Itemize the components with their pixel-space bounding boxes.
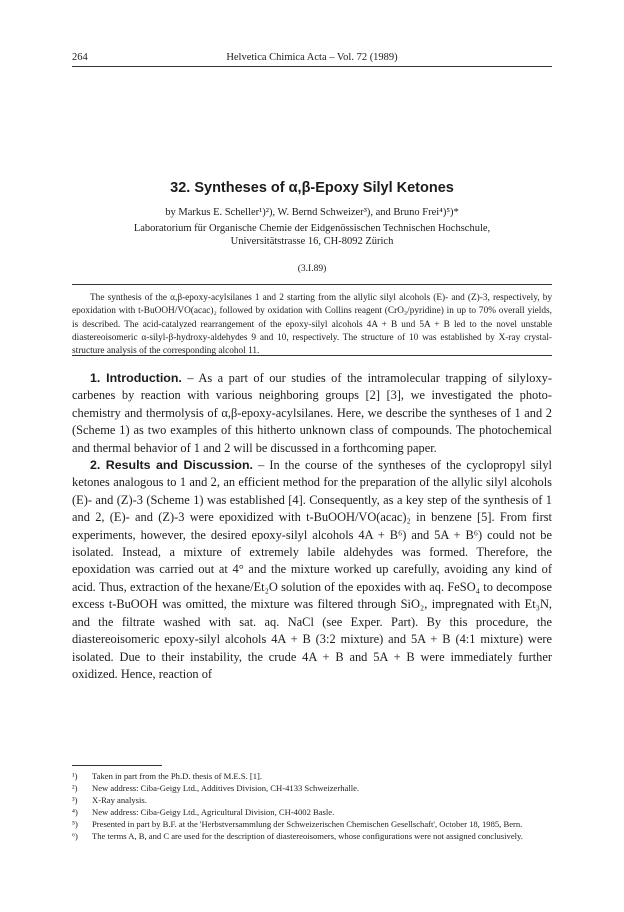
received-date: (3.I.89): [297, 264, 327, 274]
article-title: 32. Syntheses of α,β-Epoxy Silyl Ketones: [170, 180, 454, 196]
abstract: The synthesis of the α,β-epoxy-acylsilanes 1 and 2 starting from the allylic silyl alcohols (E)- and (Z)-3, respectively, by epoxidation with t-BuOOH/VO(acac)₂ followed by oxidation with Collins reagent (CrO₃/pyridine) in up to 70% overall yields, is described. The acid-catalyzed rearrangement of the epoxy-silyl alcohols 4A + B und 5A + B led to the novel unstable diastereoisomeric α-silyl-β-hydroxy-aldehydes 9 and 10, respectively. The structure of 10 was established by X-ray crystal-structure analysis of the corresponding alcohol 11.: [72, 293, 552, 357]
footnotes: [72, 770, 552, 842]
footnote-text: X-Ray analysis.: [92, 795, 147, 805]
section-heading-introduction: 1. Introduction.: [90, 371, 182, 385]
section-results-text: – In the course of the syntheses of the cyclopropyl silyl ketones analogous to 1 and 2, an efficient method for the preparation of the allylic silyl alcohols (E)- and (Z)-3 (Scheme 1) was established [4]. Consequently, as a key step of the synthesis of 1 and 2, (E)- and (Z)-3 were epoxidized with t-BuOOH/VO(acac)₂ in benzene [5]. From first experiments, however, the desired epoxy-silyl alcohols 4A + B⁶) and 5A + B⁶) could not be isolated. Instead, a mixture of extremely labile aldehydes was formed. Therefore, the epoxidation was carried out at 4° and the mixture worked up carefully, avoiding any kind of acid. Thus, extraction of the hexane/Et₂O solution of the epoxides with aq. FeSO₄ to decompose excess t-BuOOH was omitted, the mixture was filtered through SiO₂, impregnated with Et₃N, and the filtrate washed with sat. aq. NaCl (see Exper. Part). By this procedure, the diastereoisomeric epoxy-silyl alcohols 4A + B (3:2 mixture) and 5A + B (4:1 mixture) were isolated. Due to their instability, the crude 4A + B and 5A + B were immediately further oxidized. Hence, reaction of: [72, 458, 552, 681]
footnote-mark: ²): [72, 783, 78, 793]
body-text: [72, 370, 552, 683]
section-introduction-text: – As a part of our studies of the intramolecular trapping of silyloxy-carbenes by reaction with various neighboring groups [2] [3], we investigated the photo-chemistry and thermolysis of α,β-epoxy-acylsilanes. Here, we describe the syntheses of 1 and 2 (Scheme 1) as two examples of this hitherto unknown class of compounds. The photochemical and thermal behavior of 1 and 2 will be discussed in a forthcoming paper.: [72, 371, 553, 455]
affiliation: [72, 222, 552, 248]
footnote-text: New address: Ciba-Geigy Ltd., Additives Division, CH-4133 Schweizerhalle.: [92, 783, 360, 793]
running-header: [72, 50, 552, 67]
footnote-text: Presented in part by B.F. at the 'Herbstversammlung der Schweizerischen Chemischen Gesellschaft', October 18, 1985, Bern.: [92, 819, 523, 829]
footnote: [72, 794, 552, 806]
footnote-text: New address: Ciba-Geigy Ltd., Agricultural Division, CH-4002 Basle.: [92, 807, 335, 817]
section-introduction: [72, 370, 552, 457]
page-number: 264: [72, 52, 88, 63]
authors: by Markus E. Scheller¹)²), W. Bernd Schweizer³), and Bruno Frei⁴)⁵)*: [165, 207, 459, 218]
abstract-top-rule: [72, 284, 552, 285]
footnote-mark: ⁶): [72, 831, 78, 841]
section-results: [72, 457, 552, 683]
affiliation-line-2: Universitätstrasse 16, CH-8092 Zürich: [230, 236, 394, 247]
footnote: [72, 818, 552, 830]
footnote: [72, 770, 552, 782]
section-heading-results: 2. Results and Discussion.: [90, 458, 253, 473]
footnote-rule: [72, 765, 162, 766]
footnote: [72, 782, 552, 794]
affiliation-line-1: Laboratorium für Organische Chemie der Eidgenössischen Technischen Hochschule,: [133, 223, 491, 234]
footnote-mark: ³): [72, 795, 78, 805]
footnote-mark: ⁵): [72, 819, 78, 829]
footnote: [72, 830, 552, 842]
footnote-mark: ⁴): [72, 807, 78, 817]
footnote-text: Taken in part from the Ph.D. thesis of M.E.S. [1].: [92, 771, 263, 781]
abstract-bottom-rule: [72, 355, 552, 356]
journal-title: Helvetica Chimica Acta – Vol. 72 (1989): [226, 52, 398, 63]
footnote-text: The terms A, B, and C are used for the description of diastereoisomers, whose configurations were not assigned conclusively.: [92, 831, 523, 841]
footnote: [72, 806, 552, 818]
footnote-mark: ¹): [72, 771, 78, 781]
